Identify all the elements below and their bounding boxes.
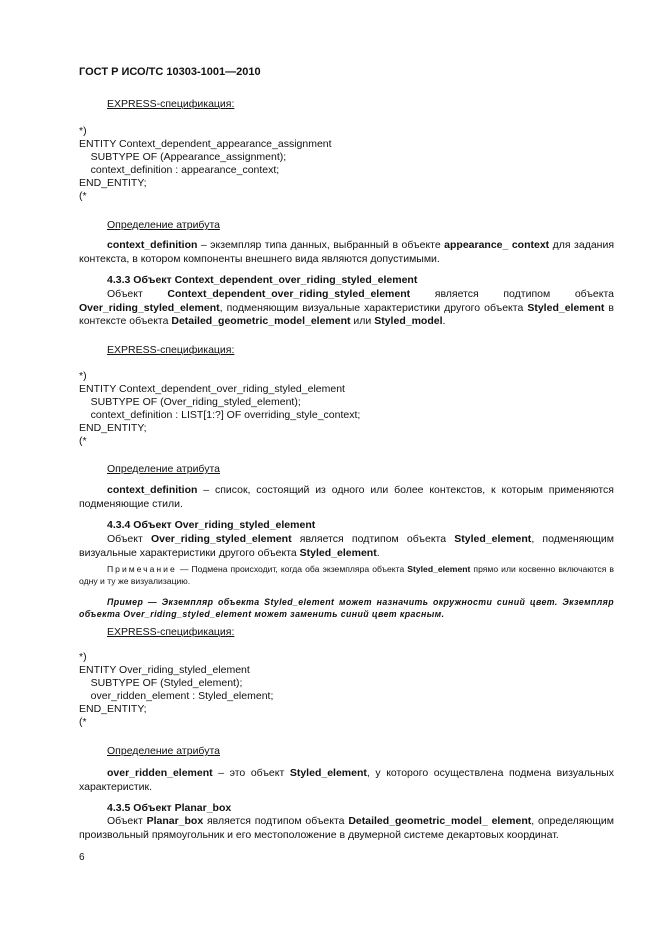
express-spec-label: EXPRESS-спецификация: (107, 344, 235, 356)
note-paragraph: Примечание — Подмена происходит, когда оба экземпляра объекта Styled_element прямо или косвенно включаются в одну и ту же визуализацию. (79, 564, 614, 586)
code-line: context_definition : appearance_context; (79, 164, 280, 176)
attr-name: over_ridden_element (107, 767, 213, 779)
attr-ref: appearance_ context (444, 239, 550, 251)
code-block-2 (79, 370, 360, 448)
section-paragraph-435: Объект Planar_box является подтипом объекта Detailed_geometric_model_ element, определяющим произвольный прямоугольник и его местоположение в двумерной системе декартовых координат. (79, 815, 614, 841)
attr-ref: Styled_element (289, 767, 367, 779)
attr-name: context_definition (107, 239, 198, 251)
note-label: Примечание (107, 564, 177, 574)
code-line: *) (79, 651, 87, 663)
code-line: *) (79, 370, 87, 382)
attr-def-label: Определение атрибута (107, 463, 220, 475)
page-number: 6 (79, 852, 85, 863)
code-line: context_definition : LIST[1:?] OF overriding_style_context; (79, 409, 361, 421)
code-line: END_ENTITY; (79, 422, 147, 434)
code-block-1 (79, 125, 332, 203)
code-line: over_ridden_element : Styled_element; (79, 690, 274, 702)
attr-def-paragraph: context_definition – экземпляр типа данных, выбранный в объекте appearance_ context для задания контекста, в котором компоненты внешнего вида являются допустимыми. (79, 239, 615, 265)
code-line: *) (79, 125, 87, 137)
section-paragraph-433: Объект Context_dependent_over_riding_styled_element является подтипом объекта Over_riding_styled_element, подменяющим визуальные характеристики другого объекта Styled_element в контексте объекта Detailed_geometric_model_element или Styled_model. (79, 288, 615, 327)
code-line: SUBTYPE OF (Over_riding_styled_element); (79, 396, 301, 408)
express-spec-label: EXPRESS-спецификация: (107, 626, 235, 638)
attr-name: context_definition (107, 484, 198, 496)
code-line: (* (79, 435, 87, 447)
attr-def-label: Определение атрибута (107, 745, 220, 757)
code-block-3 (79, 651, 273, 729)
section-paragraph-434: Объект Over_riding_styled_element является подтипом объекта Styled_element, подменяющим визуальные характеристики другого объекта Styled_element. (79, 533, 614, 559)
code-line: SUBTYPE OF (Appearance_assignment); (79, 151, 287, 163)
attr-def-paragraph: over_ridden_element – это объект Styled_element, у которого осуществлена подмена визуальных характеристик. (79, 767, 614, 793)
section-heading-435: 4.3.5 Объект Planar_box (107, 802, 232, 814)
section-heading-433: 4.3.3 Объект Context_dependent_over_riding_styled_element (107, 274, 418, 286)
section-heading-434: 4.3.4 Объект Over_riding_styled_element (107, 519, 316, 531)
code-line: SUBTYPE OF (Styled_element); (79, 677, 243, 689)
code-line: ENTITY Over_riding_styled_element (79, 664, 250, 676)
code-line: (* (79, 716, 87, 728)
code-line: END_ENTITY; (79, 177, 147, 189)
code-line: END_ENTITY; (79, 703, 147, 715)
example-paragraph: Пример — Экземпляр объекта Styled_element может назначить окружности синий цвет. Экземпляр объекта Over_riding_styled_element может заменить синий цвет красным. (79, 597, 614, 619)
attr-def-paragraph: context_definition – список, состоящий из одного или более контекстов, к которым применяются подменяющие стили. (79, 484, 614, 510)
code-line: ENTITY Context_dependent_appearance_assignment (79, 138, 332, 150)
code-line: ENTITY Context_dependent_over_riding_styled_element (79, 383, 345, 395)
attr-def-label: Определение атрибута (107, 219, 220, 231)
code-line: (* (79, 190, 87, 202)
page-header: ГОСТ Р ИСО/ТС 10303-1001—2010 (79, 66, 261, 78)
express-spec-label: EXPRESS-спецификация: (107, 98, 235, 110)
